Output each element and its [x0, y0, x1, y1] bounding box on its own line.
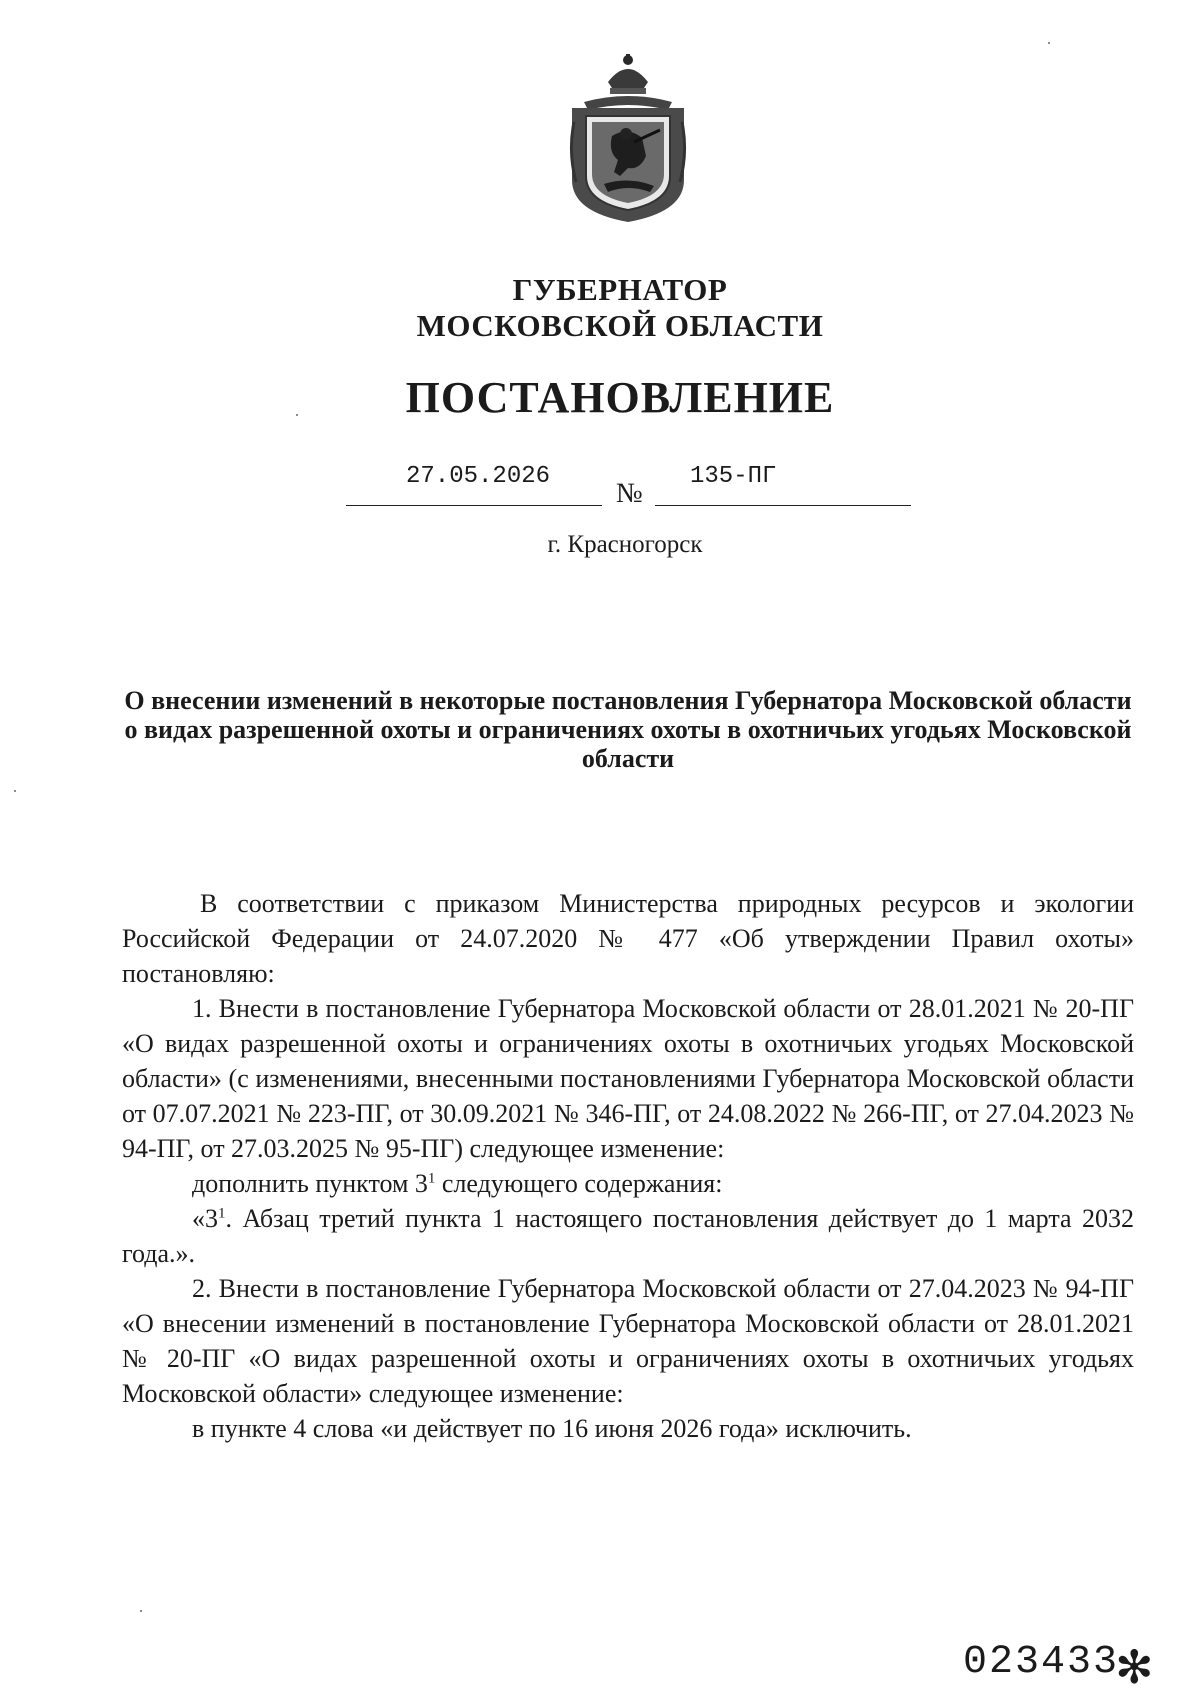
moscow-oblast-coat-of-arms-icon: [564, 52, 692, 224]
item-1-addition-rest: следующего содержания:: [435, 1169, 723, 1198]
item-1-quote: [122, 1201, 1134, 1271]
scan-speck: [296, 414, 298, 416]
scan-speck: [140, 1610, 142, 1612]
item-2-change: в пункте 4 слова «и действует по 16 июня 2026 года» исключить.: [192, 1414, 912, 1443]
governor-title-line1: ГУБЕРНАТОР: [512, 272, 728, 307]
date-underline: [346, 505, 602, 506]
scan-speck: [14, 790, 16, 792]
document-number: 135-ПГ: [690, 463, 777, 490]
serial-number: 023433: [963, 1640, 1120, 1685]
scan-speck: [1048, 42, 1050, 44]
document-subject: О внесении изменений в некоторые постановления Губернатора Московской области о видах разрешенной охоты и ограничениях охоты в охотничьих угодьях Московской области: [124, 686, 1132, 773]
asterisk-mark-icon: ✻: [1115, 1642, 1154, 1693]
document-date: 27.05.2026: [406, 463, 551, 490]
item-1-paragraph: 1. Внести в постановление Губернатора Московской области от 28.01.2021 № 20-ПГ «О видах разрешенной охоты и ограничениях охоты в охотничьих угодьях Московской области» (с изменениями, внесенными постановлениями Губернатора Московской области от 07.07.2021 № 223-ПГ, от 30.09.2021 № 346-ПГ, от 24.08.2022 № 266-ПГ, от 27.04.2023 № 94-ПГ, от 27.03.2025 № 95-ПГ) следующее изменение:: [122, 994, 1134, 1163]
city-label: г. Красногорск: [547, 531, 703, 558]
superscript: 1: [218, 1205, 226, 1222]
document-body: [122, 886, 1134, 1446]
item-1-addition-text: дополнить пунктом 3: [192, 1169, 428, 1198]
item-1-addition: [122, 1166, 1134, 1201]
superscript: 1: [427, 1170, 436, 1187]
item-2-paragraph: 2. Внести в постановление Губернатора Московской области от 27.04.2023 № 94-ПГ «О внесении изменений в постановление Губернатора Московской области от 28.01.2021 № 20-ПГ «О видах разрешенной охоты и ограничениях охоты в охотничьих угодьях Московской области» следующее изменение:: [122, 1274, 1134, 1408]
item-1-quote-text: . Абзац третий пункта 1 настоящего постановления действует до 1 марта 2032 года.».: [122, 1204, 1134, 1268]
item-1-quote-start: «3: [192, 1204, 218, 1233]
number-underline: [655, 505, 911, 506]
document-type-title: ПОСТАНОВЛЕНИЕ: [405, 373, 835, 422]
governor-title-line2: МОСКОВСКОЙ ОБЛАСТИ: [416, 308, 824, 343]
intro-paragraph: В соответствии с приказом Министерства природных ресурсов и экологии Российской Федерации от 24.07.2020 № 477 «Об утверждении Правил охоты» постановляю:: [122, 889, 1134, 988]
number-sign: №: [616, 478, 643, 509]
